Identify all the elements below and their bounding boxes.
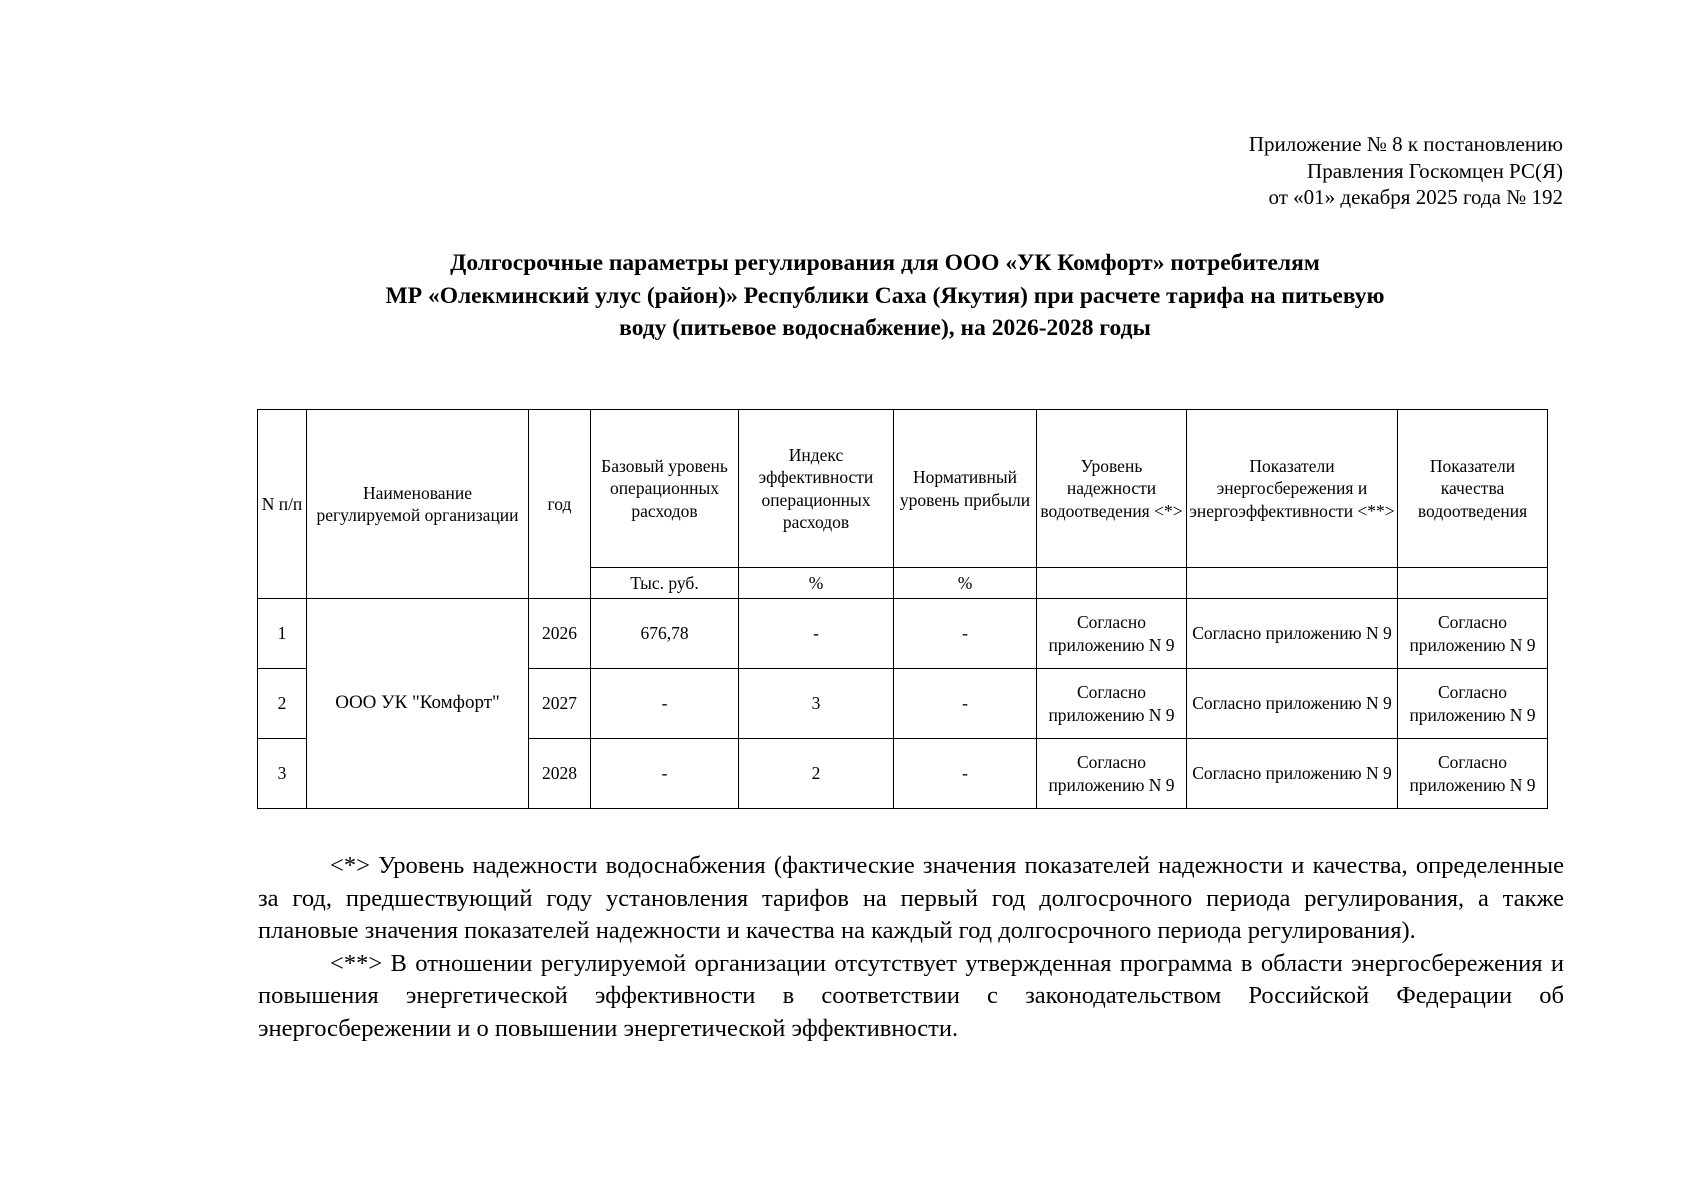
cell-base-opex: 676,78 <box>591 599 739 669</box>
appendix-line-1: Приложение № 8 к постановлению <box>1248 132 1563 156</box>
header-base-opex: Базовый уровень операционных расходов <box>591 410 739 568</box>
cell-efficiency-index: - <box>739 599 894 669</box>
unit-reliability <box>1037 568 1187 599</box>
cell-reliability: Согласно приложению N 9 <box>1037 599 1187 669</box>
header-organization: Наименование регулируемой организации <box>307 410 529 599</box>
footnote-reliability: <*> Уровень надежности водоснабжения (фактические значения показателей надежности и качества, определенные за год, предшествующий году установления тарифов на первый год долгосрочного периода регулирования, а также плановые значения показателей надежности и качества на каждый год долгосрочного периода регулирования). <box>258 852 1564 944</box>
title-line-1: Долгосрочные параметры регулирования для ООО «УК Комфорт» потребителям <box>450 250 1320 276</box>
document-title <box>315 247 1455 345</box>
cell-year: 2028 <box>529 739 591 809</box>
cell-num: 2 <box>258 669 307 739</box>
cell-base-opex: - <box>591 669 739 739</box>
cell-quality: Согласно приложению N 9 <box>1398 669 1548 739</box>
cell-num: 1 <box>258 599 307 669</box>
footnotes <box>258 850 1564 1045</box>
cell-year: 2026 <box>529 599 591 669</box>
unit-energy-saving <box>1187 568 1398 599</box>
header-year: год <box>529 410 591 599</box>
cell-organization: ООО УК "Комфорт" <box>307 599 529 809</box>
appendix-reference <box>1249 131 1563 211</box>
header-reliability: Уровень надежности водоотведения <*> <box>1037 410 1187 568</box>
cell-normative-profit: - <box>894 599 1037 669</box>
appendix-line-3: от «01» декабря 2025 года № 192 <box>1268 185 1563 209</box>
regulation-parameters-table <box>257 409 1548 809</box>
cell-efficiency-index: 2 <box>739 739 894 809</box>
cell-year: 2027 <box>529 669 591 739</box>
header-energy-saving: Показатели энергосбережения и энергоэффективности <**> <box>1187 410 1398 568</box>
unit-base-opex: Тыс. руб. <box>591 568 739 599</box>
cell-reliability: Согласно приложению N 9 <box>1037 669 1187 739</box>
table-header-row <box>258 410 1548 568</box>
cell-energy-saving: Согласно приложению N 9 <box>1187 599 1398 669</box>
cell-reliability: Согласно приложению N 9 <box>1037 739 1187 809</box>
header-quality: Показатели качества водоотведения <box>1398 410 1548 568</box>
title-line-2: МР «Олекминский улус (район)» Республики Саха (Якутия) при расчете тарифа на питьевую <box>385 282 1385 309</box>
header-efficiency-index: Индекс эффективности операционных расходов <box>739 410 894 568</box>
cell-energy-saving: Согласно приложению N 9 <box>1187 739 1398 809</box>
appendix-line-2: Правления Госкомцен РС(Я) <box>1307 158 1563 183</box>
cell-num: 3 <box>258 739 307 809</box>
header-normative-profit: Нормативный уровень прибыли <box>894 410 1037 568</box>
table-row <box>258 599 1548 669</box>
cell-energy-saving: Согласно приложению N 9 <box>1187 669 1398 739</box>
cell-base-opex: - <box>591 739 739 809</box>
cell-quality: Согласно приложению N 9 <box>1398 599 1548 669</box>
header-num: N п/п <box>258 410 307 599</box>
unit-efficiency-index: % <box>739 568 894 599</box>
cell-quality: Согласно приложению N 9 <box>1398 739 1548 809</box>
cell-normative-profit: - <box>894 669 1037 739</box>
cell-normative-profit: - <box>894 739 1037 809</box>
footnote-energy-saving: <**> В отношении регулируемой организации отсутствует утвержденная программа в области энергосбережения и повышения энергетической эффективности в соответствии с законодательством Российской Федерации об энергосбережении и о повышении энергетической эффективности. <box>258 949 1564 1042</box>
unit-normative-profit: % <box>894 568 1037 599</box>
cell-efficiency-index: 3 <box>739 669 894 739</box>
unit-quality <box>1398 568 1548 599</box>
title-line-3: воду (питьевое водоснабжение), на 2026-2028 годы <box>619 315 1151 341</box>
